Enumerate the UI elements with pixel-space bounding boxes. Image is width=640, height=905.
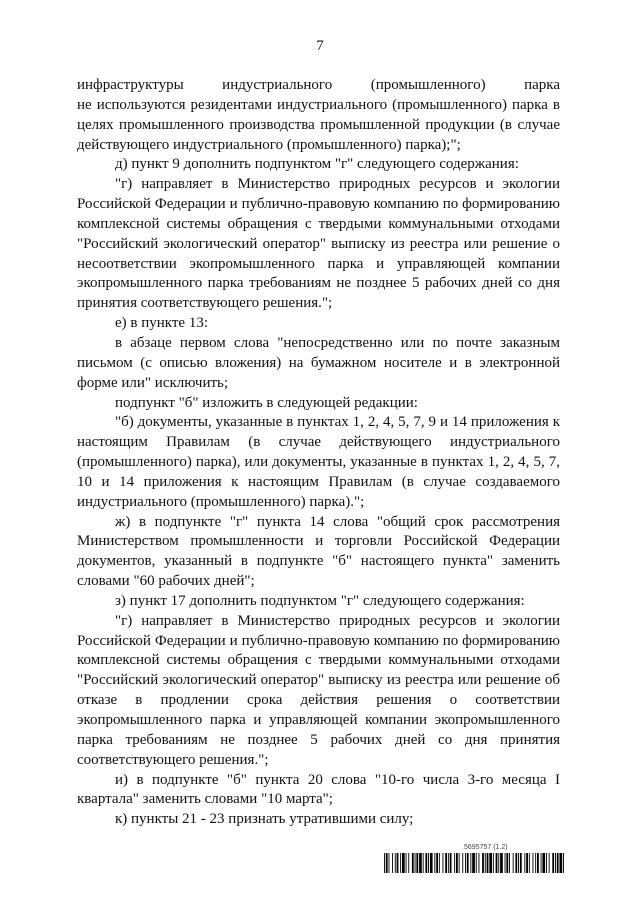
paragraph-5: е) в пункте 13: <box>115 315 209 332</box>
paragraph-13: к) пункты 21 - 23 признать утратившими силу; <box>115 811 414 828</box>
paragraph-12: и) в подпункте "б" пункта 20 слова "10-го числа 3-го месяца I квартала" заменить словами "10 марта"; <box>77 771 560 808</box>
paragraph-8: "б) документы, указанные в пунктах 1, 2, 4, 5, 7, 9 и 14 приложения к настоящим Правилам (в случае действующего индустриального (промышленного) парка), или документы, указанные в пунктах 1, 2, 4, 5, 7, 10 и 14 приложения к настоящим Правилам (в случае создаваемого индустриального (промышленного) парка)."; <box>77 414 560 510</box>
paragraph-2: не используются резидентами индустриального (промышленного) парка в целях промышленного производства промышленной продукции (в случае действующего индустриального (промышленного) парка);"; <box>77 96 560 153</box>
paragraph-9: ж) в подпункте "г" пункта 14 слова "общий срок рассмотрения Министерством промышленности и торговли Российской Федерации документов, указанный в подпункте "б" настоящего пункта" заменить словами "60 рабочих дней"; <box>77 513 560 590</box>
paragraph-6: в абзаце первом слова "непосредственно или по почте заказным письмом (с описью вложения) на бумажном носителе и в электронной форме или" исключить; <box>77 334 560 391</box>
paragraph-3: д) пункт 9 дополнить подпунктом "г" следующего содержания: <box>115 156 519 173</box>
paragraph-10: з) пункт 17 дополнить подпунктом "г" следующего содержания: <box>115 592 525 609</box>
paragraph-7: подпункт "б" изложить в следующей редакции: <box>115 394 418 411</box>
barcode <box>384 853 564 873</box>
paragraph-1: инфраструктуры индустриального (промышленного) парка <box>77 77 560 93</box>
document-body <box>77 76 560 830</box>
paragraph-4: "г) направляет в Министерство природных ресурсов и экологии Российской Федерации и публично-правовую компанию по формированию комплексной системы обращения с твердыми коммунальными отходами "Российский экологический оператор" выписку из реестра или решение о несоответствии экопромышленного парка и управляющей компании экопромышленного парка требованиям не позднее 5 рабочих дней со дня принятия соответствующего решения."; <box>77 176 560 312</box>
page-number: 7 <box>316 38 324 54</box>
document-id: 5695757 (1.2) <box>464 844 508 851</box>
paragraph-11: "г) направляет в Министерство природных ресурсов и экологии Российской Федерации и публично-правовую компанию по формированию комплексной системы обращения с твердыми коммунальными отходами "Российский экологический оператор" выписку из реестра или решение об отказе в продлении срока действия решения о соответствии экопромышленного парка и управляющей компании экопромышленного парка требованиям не позднее 5 рабочих дней со дня принятия соответствующего решения."; <box>77 612 560 768</box>
